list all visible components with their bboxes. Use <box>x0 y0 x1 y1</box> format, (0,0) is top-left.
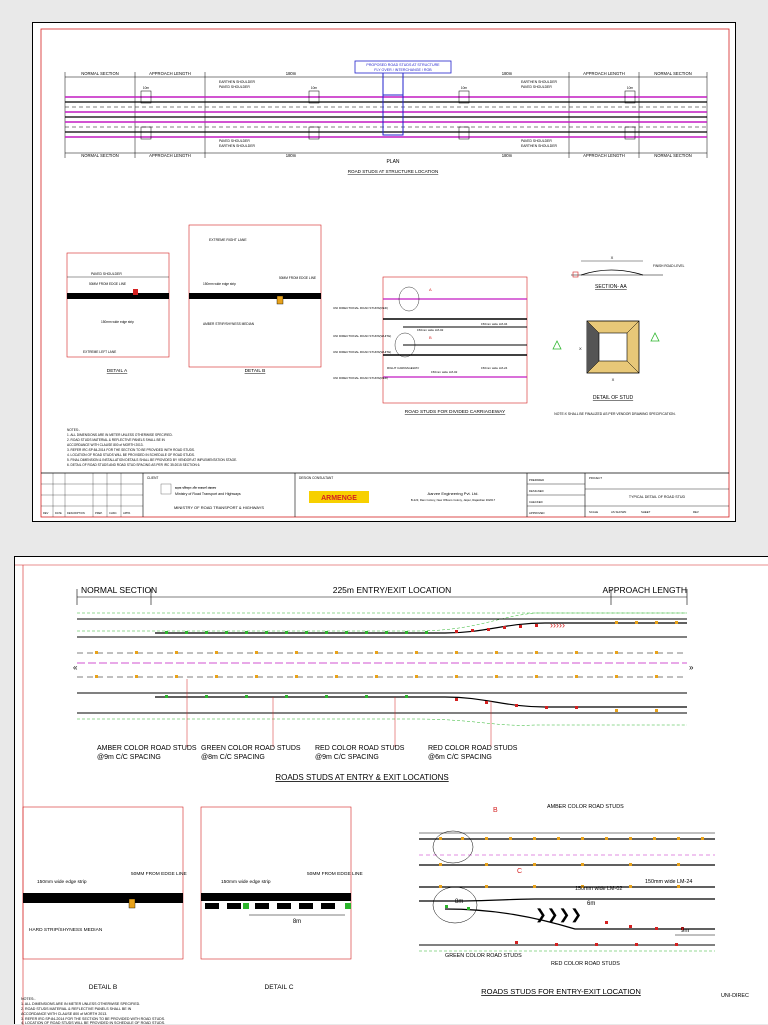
svg-text:PREPARED: PREPARED <box>529 478 545 482</box>
middle-stud-rows <box>95 651 658 678</box>
svg-text:10m: 10m <box>310 86 318 90</box>
svg-text:@9m C/C SPACING: @9m C/C SPACING <box>97 754 161 761</box>
svg-text:X: X <box>611 377 615 382</box>
svg-text:ACCORDANCE WITH CLAUSE 800 of: ACCORDANCE WITH CLAUSE 800 of MORTH 2013. <box>67 443 144 447</box>
svg-text:MINISTRY OF ROAD TRANSPORT & H: MINISTRY OF ROAD TRANSPORT & HIGHWAYS <box>173 505 265 510</box>
svg-text:CLIENT: CLIENT <box>147 476 159 480</box>
svg-text:सड़क परिवहन और राजमार्ग मंत्रा: सड़क परिवहन और राजमार्ग मंत्रालय <box>175 486 217 490</box>
svg-text:EXTREME RIGHT LANE: EXTREME RIGHT LANE <box>209 238 247 242</box>
drawing-sheet-structure <box>32 22 736 522</box>
svg-text:EXTREME LEFT LANE: EXTREME LEFT LANE <box>83 350 117 354</box>
plan-view <box>65 61 707 174</box>
plan-normal-section-top-right: NORMAL SECTION <box>654 71 692 76</box>
svg-text:3. REFER IRC:SP:84-2014 FOR TH: 3. REFER IRC:SP:84-2014 FOR THE SECTION TO BE PROVIDED WITH ROAD STUDS. <box>21 1017 166 1021</box>
drawing-sheet-entry-exit <box>14 556 768 1024</box>
sheet2-canvas <box>15 557 768 1025</box>
svg-text:REV: REV <box>693 510 699 514</box>
svg-text:SCALE: SCALE <box>589 510 599 514</box>
svg-text:6. DETAIL OF ROAD STUDS AND RO: 6. DETAIL OF ROAD STUDS AND ROAD STUD SPACING AS PER IRC 35:2015 SECTION 6. <box>67 463 201 467</box>
top-stud-row <box>165 620 678 634</box>
plan-approach-top-right: APPROACH LENGTH <box>583 71 625 76</box>
svg-text:50MM FROM EDGE LINE: 50MM FROM EDGE LINE <box>307 872 363 877</box>
svg-text:EARTHEN SHOULDER: EARTHEN SHOULDER <box>521 144 557 148</box>
svg-text:AS SHOWN: AS SHOWN <box>611 510 627 514</box>
svg-text:1. ALL DIMENSIONS ARE IN METER: 1. ALL DIMENSIONS ARE IN METER UNLESS OTHERWISE SPECIFIED. <box>67 433 173 437</box>
drawing-title: TYPICAL DETAIL OF ROAD STUD <box>628 495 686 499</box>
svg-text:CHECKED: CHECKED <box>529 500 543 504</box>
normal-section-label: NORMAL SECTION <box>81 585 158 595</box>
legend-red-6m: RED COLOR ROAD STUDS <box>428 745 518 752</box>
detail-b-entry <box>23 807 187 991</box>
red-callout: RED COLOR ROAD STUDS <box>551 961 620 967</box>
svg-text:UNI DIRECTIONAL ROAD STUDS(WHI: UNI DIRECTIONAL ROAD STUDS(WHITE) <box>333 350 392 354</box>
entry-exit-title: ROADS STUDS AT ENTRY & EXIT LOCATIONS <box>275 773 449 782</box>
stud-caption: DETAIL OF STUD <box>592 395 634 401</box>
svg-text:2. ROAD STUDS MATERIAL & REFLE: 2. ROAD STUDS MATERIAL & REFLECTIVE PANELS SHALL BE IN <box>67 438 165 442</box>
svg-text:NORMAL SECTION: NORMAL SECTION <box>81 153 119 158</box>
entry-exit-length-label: 225m ENTRY/EXIT LOCATION <box>332 585 452 595</box>
svg-text:150mm wide LM-02: 150mm wide LM-02 <box>575 886 623 892</box>
merge-lane-bottom <box>155 697 687 707</box>
svg-text:PAVED SHOULDER: PAVED SHOULDER <box>521 139 552 143</box>
svg-text:150mm wide LM-24: 150mm wide LM-24 <box>645 879 693 885</box>
detail-b-caption: DETAIL B <box>244 369 266 374</box>
svg-text:X: X <box>610 255 614 260</box>
detail-a-caption: DETAIL A <box>106 369 128 374</box>
svg-text:FINISH ROAD LEVEL: FINISH ROAD LEVEL <box>653 264 685 268</box>
svg-text:RIGHT CARRIAGEWAY: RIGHT CARRIAGEWAY <box>387 366 420 370</box>
legend-green: GREEN COLOR ROAD STUDS <box>201 745 301 752</box>
svg-text:2. ROAD STUDS MATERIAL & REFLE: 2. ROAD STUDS MATERIAL & REFLECTIVE PANELS SHALL BE IN <box>21 1007 132 1011</box>
svg-text:ACCORDANCE WITH CLAUSE 800 of: ACCORDANCE WITH CLAUSE 800 of MORTH 2013. <box>21 1012 108 1016</box>
svg-text:CHKD.: CHKD. <box>109 512 118 515</box>
svg-text:150mm wide edge strip: 150mm wide edge strip <box>221 880 271 885</box>
approach-length-label: APPROACH LENGTH <box>602 585 687 595</box>
divided-carriageway-detail <box>333 277 527 415</box>
svg-text:@9m C/C SPACING: @9m C/C SPACING <box>315 754 379 761</box>
svg-text:APPROVED: APPROVED <box>529 511 545 515</box>
svg-text:8m: 8m <box>455 899 464 905</box>
green-callout: GREEN COLOR ROAD STUDS <box>445 953 522 959</box>
svg-text:PAVED SHOULDER: PAVED SHOULDER <box>521 85 552 89</box>
svg-text:150mm wide LM-24: 150mm wide LM-24 <box>481 366 508 370</box>
merge-lane-top <box>155 623 687 633</box>
svg-text:B: B <box>493 807 498 814</box>
svg-text:150mm wide LM-02: 150mm wide LM-02 <box>417 328 444 332</box>
svg-text:X: X <box>579 346 582 351</box>
svg-text:NOTES:-: NOTES:- <box>21 997 36 1001</box>
svg-text:50MM FROM EDGE LINE: 50MM FROM EDGE LINE <box>279 276 317 280</box>
sheet1-notes <box>67 428 237 467</box>
detail-b-entry-caption: DETAIL B <box>88 984 118 991</box>
svg-text:PAVED SHOULDER: PAVED SHOULDER <box>219 85 250 89</box>
svg-text:B: B <box>429 335 432 340</box>
svg-text:6m: 6m <box>587 901 596 907</box>
svg-text:10m: 10m <box>142 86 150 90</box>
svg-text:10m: 10m <box>626 86 634 90</box>
svg-text:UNI DIRECTIONAL ROAD STUDS(WHI: UNI DIRECTIONAL ROAD STUDS(WHITE) <box>333 334 392 338</box>
svg-text:PROPOSED ROAD STUDS AT STRUCTU: PROPOSED ROAD STUDS AT STRUCTURE <box>366 63 440 67</box>
section-aa-caption: SECTION- AA <box>595 284 627 290</box>
svg-text:UNI DIRECTIONAL ROAD STUDS(RED: UNI DIRECTIONAL ROAD STUDS(RED) <box>333 376 388 380</box>
svg-text:›››››: ››››› <box>550 620 565 630</box>
svg-text:APPROACH LENGTH: APPROACH LENGTH <box>149 153 191 158</box>
svg-text:Aarvee Engineering Pvt. Ltd.: Aarvee Engineering Pvt. Ltd. <box>427 491 479 496</box>
legend-amber: AMBER COLOR ROAD STUDS <box>97 745 197 752</box>
svg-text:Ministry of Road Transport and: Ministry of Road Transport and Highways <box>175 492 241 496</box>
svg-text:EARTHEN SHOULDER: EARTHEN SHOULDER <box>219 144 255 148</box>
amber-callout: AMBER COLOR ROAD STUDS <box>547 804 624 810</box>
plan-normal-section-top: NORMAL SECTION <box>81 71 119 76</box>
legend-red-9m: RED COLOR ROAD STUDS <box>315 745 405 752</box>
svg-text:FLY OVER / INTERCHANGE / ROB: FLY OVER / INTERCHANGE / ROB <box>374 68 432 72</box>
divided-caption: ROAD STUDS FOR DIVIDED CARRIAGEWAY <box>404 410 506 415</box>
svg-text:PROJECT: PROJECT <box>589 476 603 480</box>
svg-text:DATE: DATE <box>55 512 62 515</box>
entry-exit-plan <box>73 585 694 782</box>
entry-exit-location-title: ROADS STUDS FOR ENTRY-EXIT LOCATION <box>481 987 641 996</box>
svg-text:«: « <box>73 663 78 672</box>
svg-text:8m: 8m <box>292 919 302 925</box>
plan-label: PLAN <box>386 159 400 165</box>
svg-text:180m: 180m <box>501 153 513 158</box>
svg-text:DESCRIPTION: DESCRIPTION <box>67 512 85 515</box>
stud-note: NOTE:X SHALL BE FINALIZED AS PER VENDOR DRAWING SPECIFICATION. <box>554 412 676 416</box>
svg-text:150mm wide LM-02: 150mm wide LM-02 <box>431 370 458 374</box>
svg-text:150mm wide edge strip: 150mm wide edge strip <box>37 880 87 885</box>
detail-b <box>189 225 321 374</box>
svg-text:HARD STRIP/SHYNESS MEDIAN: HARD STRIP/SHYNESS MEDIAN <box>29 928 103 933</box>
svg-text:AMBER STRIP/SHYNESS MEDIAN: AMBER STRIP/SHYNESS MEDIAN <box>203 322 255 326</box>
svg-text:APPR.: APPR. <box>123 512 131 515</box>
svg-text:PAVED SHOULDER: PAVED SHOULDER <box>91 272 122 276</box>
detail-c-caption: DETAIL C <box>264 984 294 991</box>
sheet2-notes <box>21 997 165 1025</box>
svg-text:@6m C/C SPACING: @6m C/C SPACING <box>428 754 492 761</box>
svg-text:PREP.: PREP. <box>95 512 103 515</box>
svg-text:50MM FROM EDGE LINE: 50MM FROM EDGE LINE <box>131 872 187 877</box>
svg-text:NORMAL SECTION: NORMAL SECTION <box>654 153 692 158</box>
svg-text:REV: REV <box>43 512 49 515</box>
svg-text:❯❯❯❯: ❯❯❯❯ <box>535 906 582 922</box>
svg-text:NOTES:-: NOTES:- <box>67 428 80 432</box>
title-block <box>41 473 729 517</box>
section-aa <box>571 255 685 290</box>
plan-title: ROAD STUDS AT STRUCTURE LOCATION <box>347 169 439 174</box>
svg-text:A: A <box>429 287 432 292</box>
svg-text:150mm wide LM-04: 150mm wide LM-04 <box>481 322 508 326</box>
plan-180m-right: 180m <box>501 71 513 76</box>
svg-text:5. FINAL DIMENSION & INSTALLAT: 5. FINAL DIMENSION & INSTALLATION DETAILS SHALL BE PROVIDED BY VENDOR AT IMPLEMENTATION STAGE. <box>67 458 238 462</box>
svg-text:4. LOCATION OF ROAD STUDS WILL: 4. LOCATION OF ROAD STUDS WILL BE PROVIDED IN SCHEDULE OF ROAD STUDS. <box>21 1021 166 1025</box>
svg-text:DESIGN CONSULTANT: DESIGN CONSULTANT <box>299 476 334 480</box>
emblem-icon <box>161 484 171 494</box>
svg-text:PAVED SHOULDER: PAVED SHOULDER <box>219 139 250 143</box>
svg-text:C: C <box>517 868 523 875</box>
svg-text:UNI DIRECTIONAL ROAD STUDS(RED: UNI DIRECTIONAL ROAD STUDS(RED) <box>333 306 388 310</box>
svg-text:UNI-DIREC: UNI-DIREC <box>721 993 749 999</box>
plan-180m-left: 180m <box>285 71 297 76</box>
svg-text:3. REFER IRC:SP:84-2014 FOR TH: 3. REFER IRC:SP:84-2014 FOR THE SECTION TO BE PROVIDED WITH ROAD STUDS. <box>67 448 195 452</box>
svg-text:1. ALL DIMENSIONS ARE IN METER: 1. ALL DIMENSIONS ARE IN METER UNLESS OTHERWISE SPECIFIED. <box>21 1002 141 1006</box>
svg-text:»: » <box>689 663 694 672</box>
svg-text:4. LOCATION OF ROAD STUDS WILL: 4. LOCATION OF ROAD STUDS WILL BE PROVIDED IN SCHEDULE OF ROAD STUDS. <box>67 453 195 457</box>
entry-exit-detail <box>419 804 749 999</box>
svg-text:150mm wide edge strip: 150mm wide edge strip <box>101 320 134 324</box>
stud-detail <box>553 321 676 416</box>
svg-text:B-223, Ram Colony, New Officer: B-223, Ram Colony, New Officers Colony, Jaipur, Rajasthan 302017 <box>410 498 496 502</box>
detail-a <box>67 253 169 374</box>
svg-text:SHEET: SHEET <box>641 510 651 514</box>
svg-text:APPROACH LENGTH: APPROACH LENGTH <box>583 153 625 158</box>
sheet1-canvas <box>33 23 737 523</box>
svg-text:150mm wide edge strip: 150mm wide edge strip <box>203 282 236 286</box>
svg-text:DESIGNED: DESIGNED <box>529 489 544 493</box>
plan-approach-top: APPROACH LENGTH <box>149 71 191 76</box>
svg-text:50MM FROM EDGE LINE: 50MM FROM EDGE LINE <box>89 282 127 286</box>
svg-text:@8m C/C SPACING: @8m C/C SPACING <box>201 754 265 761</box>
detail-c <box>201 807 363 991</box>
svg-text:180m: 180m <box>285 153 297 158</box>
svg-text:ARMENGE: ARMENGE <box>321 495 357 502</box>
svg-text:EARTHEN SHOULDER: EARTHEN SHOULDER <box>219 80 255 84</box>
svg-text:9m: 9m <box>681 928 690 934</box>
svg-text:10m: 10m <box>460 86 468 90</box>
svg-text:EARTHEN SHOULDER: EARTHEN SHOULDER <box>521 80 557 84</box>
